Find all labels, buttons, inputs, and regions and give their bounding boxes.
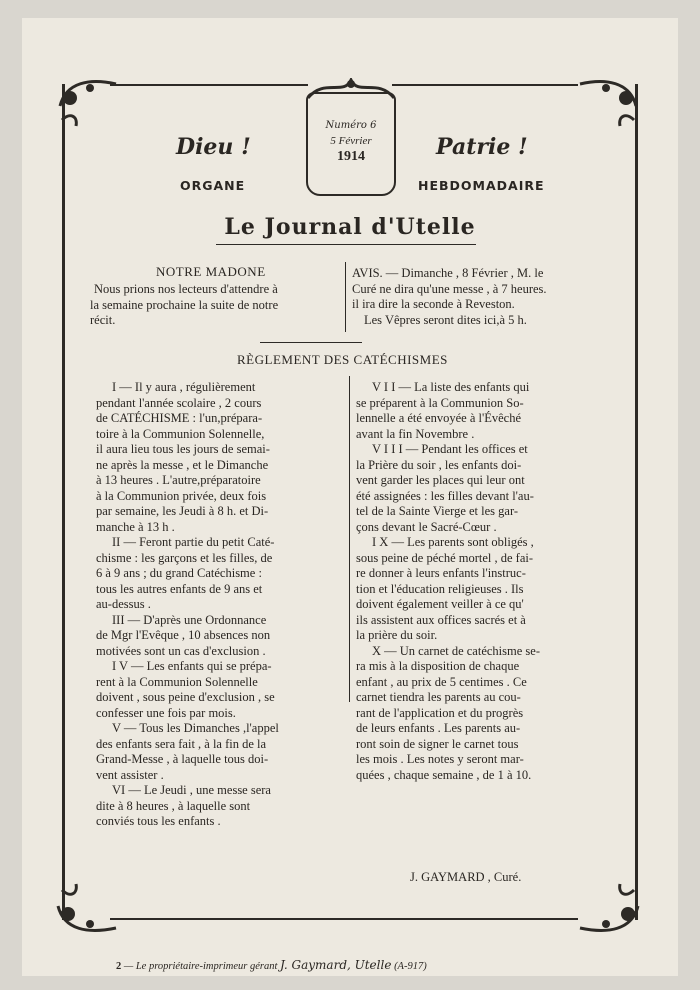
right-motto: Patrie ! — [436, 134, 528, 160]
regulation-line: X — Un carnet de catéchisme se- — [372, 643, 540, 658]
issue-year: 1914 — [337, 149, 365, 164]
regulation-line: V I I — La liste des enfants qui — [372, 380, 530, 394]
notice-left-line: la semaine prochaine la suite de notre — [90, 297, 279, 312]
notice-right-line: il ira dire la seconde à Reveston. — [352, 297, 515, 311]
masthead-title: Le Journal d'Utelle — [224, 214, 476, 240]
regulation-line: il aura lieu tous les jours de semai- — [96, 442, 270, 456]
issue-date: 5 Février — [330, 135, 372, 147]
notice-left-line: Nous prions nos lecteurs d'attendre à — [94, 282, 278, 296]
regulation-line: re donner à leurs enfants l'instruc- — [356, 566, 526, 580]
column-divider — [349, 376, 350, 702]
regulation-line: vent garder les places qui leur ont — [356, 473, 525, 487]
regulation-line: doivent également veiller à ce qu' — [356, 597, 524, 611]
regulation-line: de CATÉCHISME : l'un,prépara- — [96, 411, 263, 425]
regulation-line: ne après la messe , et le Dimanche — [96, 457, 269, 472]
regulation-line: les mois . Les notes y seront mar- — [356, 752, 524, 766]
regulation-title: RÈGLEMENT DES CATÉCHISMES — [237, 352, 448, 367]
regulation-line: ra mis à la disposition de chaque — [356, 659, 520, 673]
regulation-line: été assignées : les filles devant l'au- — [356, 488, 534, 503]
notice-left-text — [90, 282, 332, 329]
regulation-line: VI — Le Jeudi , une messe sera — [112, 783, 271, 797]
border-top-left — [110, 84, 308, 86]
regulation-line: de leurs enfants . Les parents au- — [356, 721, 521, 735]
regulation-line: conviés tous les enfants . — [96, 814, 221, 828]
regulation-line: V I I I — Pendant les offices et — [372, 442, 528, 456]
regulation-right-column — [356, 380, 606, 783]
regulation-line: rant de l'application et du progrès — [356, 705, 524, 720]
regulation-line: V — Tous les Dimanches ,l'appel — [112, 721, 279, 735]
printer-footer — [116, 958, 427, 972]
corner-ornament-bottom-right-icon — [578, 880, 642, 936]
notice-right-line: AVIS. — Dimanche , 8 Février , M. le — [352, 266, 544, 280]
regulation-line: rent à la Communion Solennelle — [96, 674, 258, 689]
masthead-underline — [216, 244, 476, 245]
printer-code: (A-917) — [394, 961, 427, 972]
regulation-line: I V — Les enfants qui se prépa- — [112, 659, 272, 673]
regulation-line: ils assistent aux offices sacrés et à — [356, 612, 526, 627]
regulation-line: dite à 8 heures , à laquelle sont — [96, 798, 251, 813]
regulation-line: pendant l'année scolaire , 2 cours — [96, 395, 262, 410]
regulation-line: vent assister . — [96, 767, 164, 782]
regulation-line: sous peine de péché mortel , de fai- — [356, 550, 534, 565]
regulation-line: tous les autres enfants de 9 ans et — [96, 581, 263, 596]
page-number: 2 — [116, 961, 122, 972]
signature: J. GAYMARD , Curé. — [410, 870, 522, 884]
notice-left-line: récit. — [90, 313, 116, 327]
corner-ornament-bottom-left-icon — [54, 880, 118, 936]
regulation-line: au-dessus . — [96, 597, 151, 611]
regulation-line: carnet tiendra les parents au cou- — [356, 690, 521, 704]
organe-label: ORGANE — [180, 178, 246, 193]
regulation-line: Grand-Messe , à laquelle tous doi- — [96, 752, 269, 766]
regulation-line: motivées sont un cas d'exclusion . — [96, 643, 266, 658]
regulation-line: toire à la Communion Solennelle, — [96, 426, 265, 441]
regulation-line: avant la fin Novembre . — [356, 426, 475, 441]
notice-divider — [345, 262, 346, 332]
regulation-line: doivent , sous peine d'exclusion , se — [96, 690, 275, 704]
regulation-line: par semaine, les Jeudi à 8 h. et Di- — [96, 504, 269, 518]
section-rule — [260, 342, 362, 343]
border-bottom — [110, 918, 578, 920]
regulation-line: I — Il y aura , régulièrement — [112, 380, 256, 394]
left-motto: Dieu ! — [176, 134, 251, 160]
notice-right-line: Les Vêpres seront dites ici,à 5 h. — [364, 312, 527, 327]
regulation-line: à la Communion privée, deux fois — [96, 488, 267, 503]
regulation-line: manche à 13 h . — [96, 519, 175, 534]
regulation-line: tel de la Sainte Vierge et les gar- — [356, 504, 519, 518]
corner-ornament-top-left-icon — [56, 76, 120, 132]
notice-right-text — [352, 266, 602, 328]
regulation-line: des enfants sera fait , à la fin de la — [96, 736, 267, 751]
regulation-line: lennelle a été envoyée à l'Évêché — [356, 411, 522, 425]
regulation-line: I X — Les parents sont obligés , — [372, 535, 534, 549]
regulation-line: de Mgr l'Evêque , 10 absences non — [96, 628, 271, 642]
printer-signature: J. Gaymard, Utelle — [280, 958, 392, 972]
regulation-line: la prière du soir. — [356, 628, 438, 642]
regulation-line: chisme : les garçons et les filles, de — [96, 550, 273, 565]
regulation-line: 6 à 9 ans ; du grand Catéchisme : — [96, 566, 262, 580]
border-top-right — [392, 84, 578, 86]
regulation-line: ront soin de signer le carnet tous — [356, 736, 519, 751]
crest-ornament-icon — [304, 78, 398, 100]
regulation-line: confesser une fois par mois. — [96, 705, 236, 720]
regulation-line: la Prière du soir , les enfants doi- — [356, 457, 522, 472]
corner-ornament-top-right-icon — [576, 76, 640, 132]
regulation-line: à 13 heures . L'autre,préparatoire — [96, 473, 261, 487]
regulation-line: II — Feront partie du petit Caté- — [112, 535, 275, 549]
regulation-line: III — D'après une Ordonnance — [112, 612, 267, 627]
regulation-line: çons devant le Sacré-Cœur . — [356, 519, 497, 534]
issue-number: Numéro 6 — [325, 120, 377, 131]
hebdomadaire-label: HEBDOMADAIRE — [418, 178, 545, 193]
notice-right-line: Curé ne dira qu'une messe , à 7 heures. — [352, 281, 547, 296]
regulation-line: tion et l'éducation religieuses . Ils — [356, 581, 524, 596]
issue-cartouche — [306, 92, 396, 196]
printer-text: — Le propriétaire-imprimeur gérant — [123, 961, 278, 972]
regulation-left-column — [96, 380, 342, 830]
regulation-line: se préparent à la Communion So- — [356, 395, 524, 410]
regulation-line: enfant , au prix de 5 centimes . Ce — [356, 674, 527, 689]
notice-left-title: NOTRE MADONE — [156, 264, 266, 279]
regulation-line: quées , chaque semaine , de 1 à 10. — [356, 767, 532, 782]
